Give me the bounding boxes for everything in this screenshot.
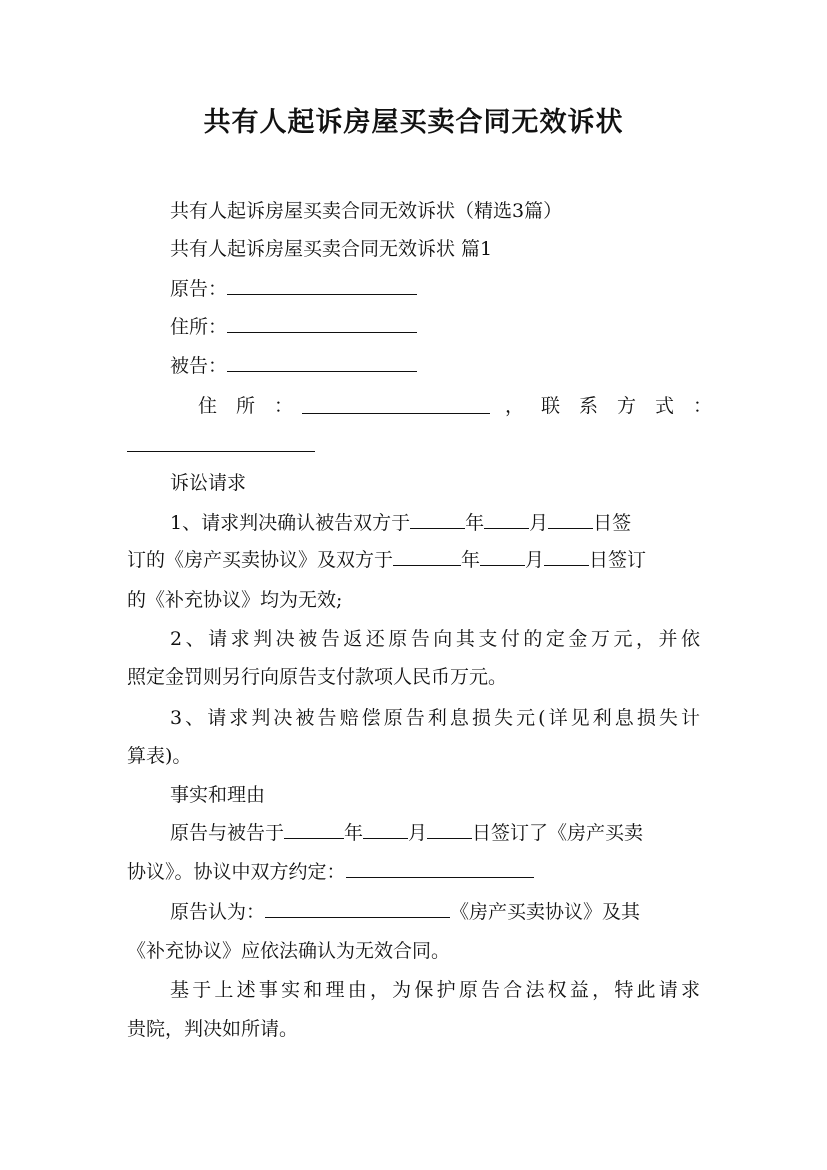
blank-month xyxy=(484,512,529,529)
blank-agreement xyxy=(346,861,534,878)
fact-1-line-2 xyxy=(127,859,534,885)
defendant-blank xyxy=(227,355,417,372)
blank-year xyxy=(410,512,465,529)
contact-label: 联 系 方 式 ： xyxy=(541,395,713,417)
fact-2-line-1 xyxy=(170,899,640,925)
claim-1-line-3: 的《补充协议》均为无效; xyxy=(127,589,343,611)
fact-1-line-1 xyxy=(170,820,643,846)
blank-day-2 xyxy=(544,549,589,566)
fact-2-line-2: 《补充协议》应依法确认为无效合同。 xyxy=(127,940,451,962)
month-label: 月 xyxy=(529,512,549,534)
blank-day xyxy=(548,512,593,529)
document-title: 共有人起诉房屋买卖合同无效诉状 xyxy=(203,107,624,138)
subtitle: 共有人起诉房屋买卖合同无效诉状（精选3篇） xyxy=(170,200,563,222)
day-sign-label: 日签 xyxy=(593,512,632,534)
defendant-label: 被告： xyxy=(170,355,228,377)
fact-year-label: 年 xyxy=(344,822,364,844)
claim-1-text-2: 订的《房产买卖协议》及双方于 xyxy=(127,549,394,571)
contact-blank xyxy=(127,435,315,452)
claim-3-line-1: 3、请求判决被告赔偿原告利息损失元(详见利息损失计 xyxy=(170,707,700,729)
defendant-line xyxy=(170,353,417,379)
plaintiff-line xyxy=(170,276,417,302)
claim-1-line-1 xyxy=(170,510,631,536)
comma: ， xyxy=(505,395,525,417)
fact-month-label: 月 xyxy=(408,822,428,844)
month-label-2: 月 xyxy=(525,549,545,571)
blank-month-2 xyxy=(480,549,525,566)
fact-2-tail: 《房产买卖协议》及其 xyxy=(450,901,641,923)
claim-2-line-1: 2、请求判决被告返还原告向其支付的定金万元，并依 xyxy=(170,628,700,650)
day-signed-label: 日签订 xyxy=(589,549,647,571)
blank-opinion xyxy=(265,901,450,918)
year-label-2: 年 xyxy=(461,549,481,571)
plaintiff-label: 原告： xyxy=(170,278,228,300)
facts-heading: 事实和理由 xyxy=(170,784,266,806)
plaintiff-blank xyxy=(227,278,417,295)
fact-1-text: 原告与被告于 xyxy=(170,822,285,844)
claims-heading: 诉讼请求 xyxy=(170,472,247,494)
year-label: 年 xyxy=(465,512,485,534)
fact-1-tail: 日签订了《房产买卖 xyxy=(472,822,644,844)
fact-2-text: 原告认为： xyxy=(170,901,266,923)
blank-year-2 xyxy=(393,549,461,566)
claim-1-text: 1、请求判决确认被告双方于 xyxy=(170,512,411,534)
plaintiff-address-label: 住所： xyxy=(170,316,228,338)
plaintiff-address-line xyxy=(170,314,417,340)
blank-fact-day xyxy=(427,822,472,839)
chapter-heading: 共有人起诉房屋买卖合同无效诉状 篇1 xyxy=(170,238,493,260)
defendant-address-label: 住 所 ： xyxy=(198,395,294,417)
defendant-address-blank xyxy=(302,397,490,414)
fact-3-line-1: 基于上述事实和理由，为保护原告合法权益，特此请求 xyxy=(170,979,700,1001)
claim-2-line-2: 照定金罚则另行向原告支付款项人民币万元。 xyxy=(127,666,508,688)
blank-fact-year xyxy=(284,822,344,839)
blank-fact-month xyxy=(363,822,408,839)
fact-3-line-2: 贵院，判决如所请。 xyxy=(127,1018,299,1040)
plaintiff-address-blank xyxy=(227,316,417,333)
claim-3-line-2: 算表)。 xyxy=(127,745,192,767)
claim-1-line-2 xyxy=(127,547,646,573)
fact-1-text-2: 协议》。协议中双方约定： xyxy=(127,861,346,883)
